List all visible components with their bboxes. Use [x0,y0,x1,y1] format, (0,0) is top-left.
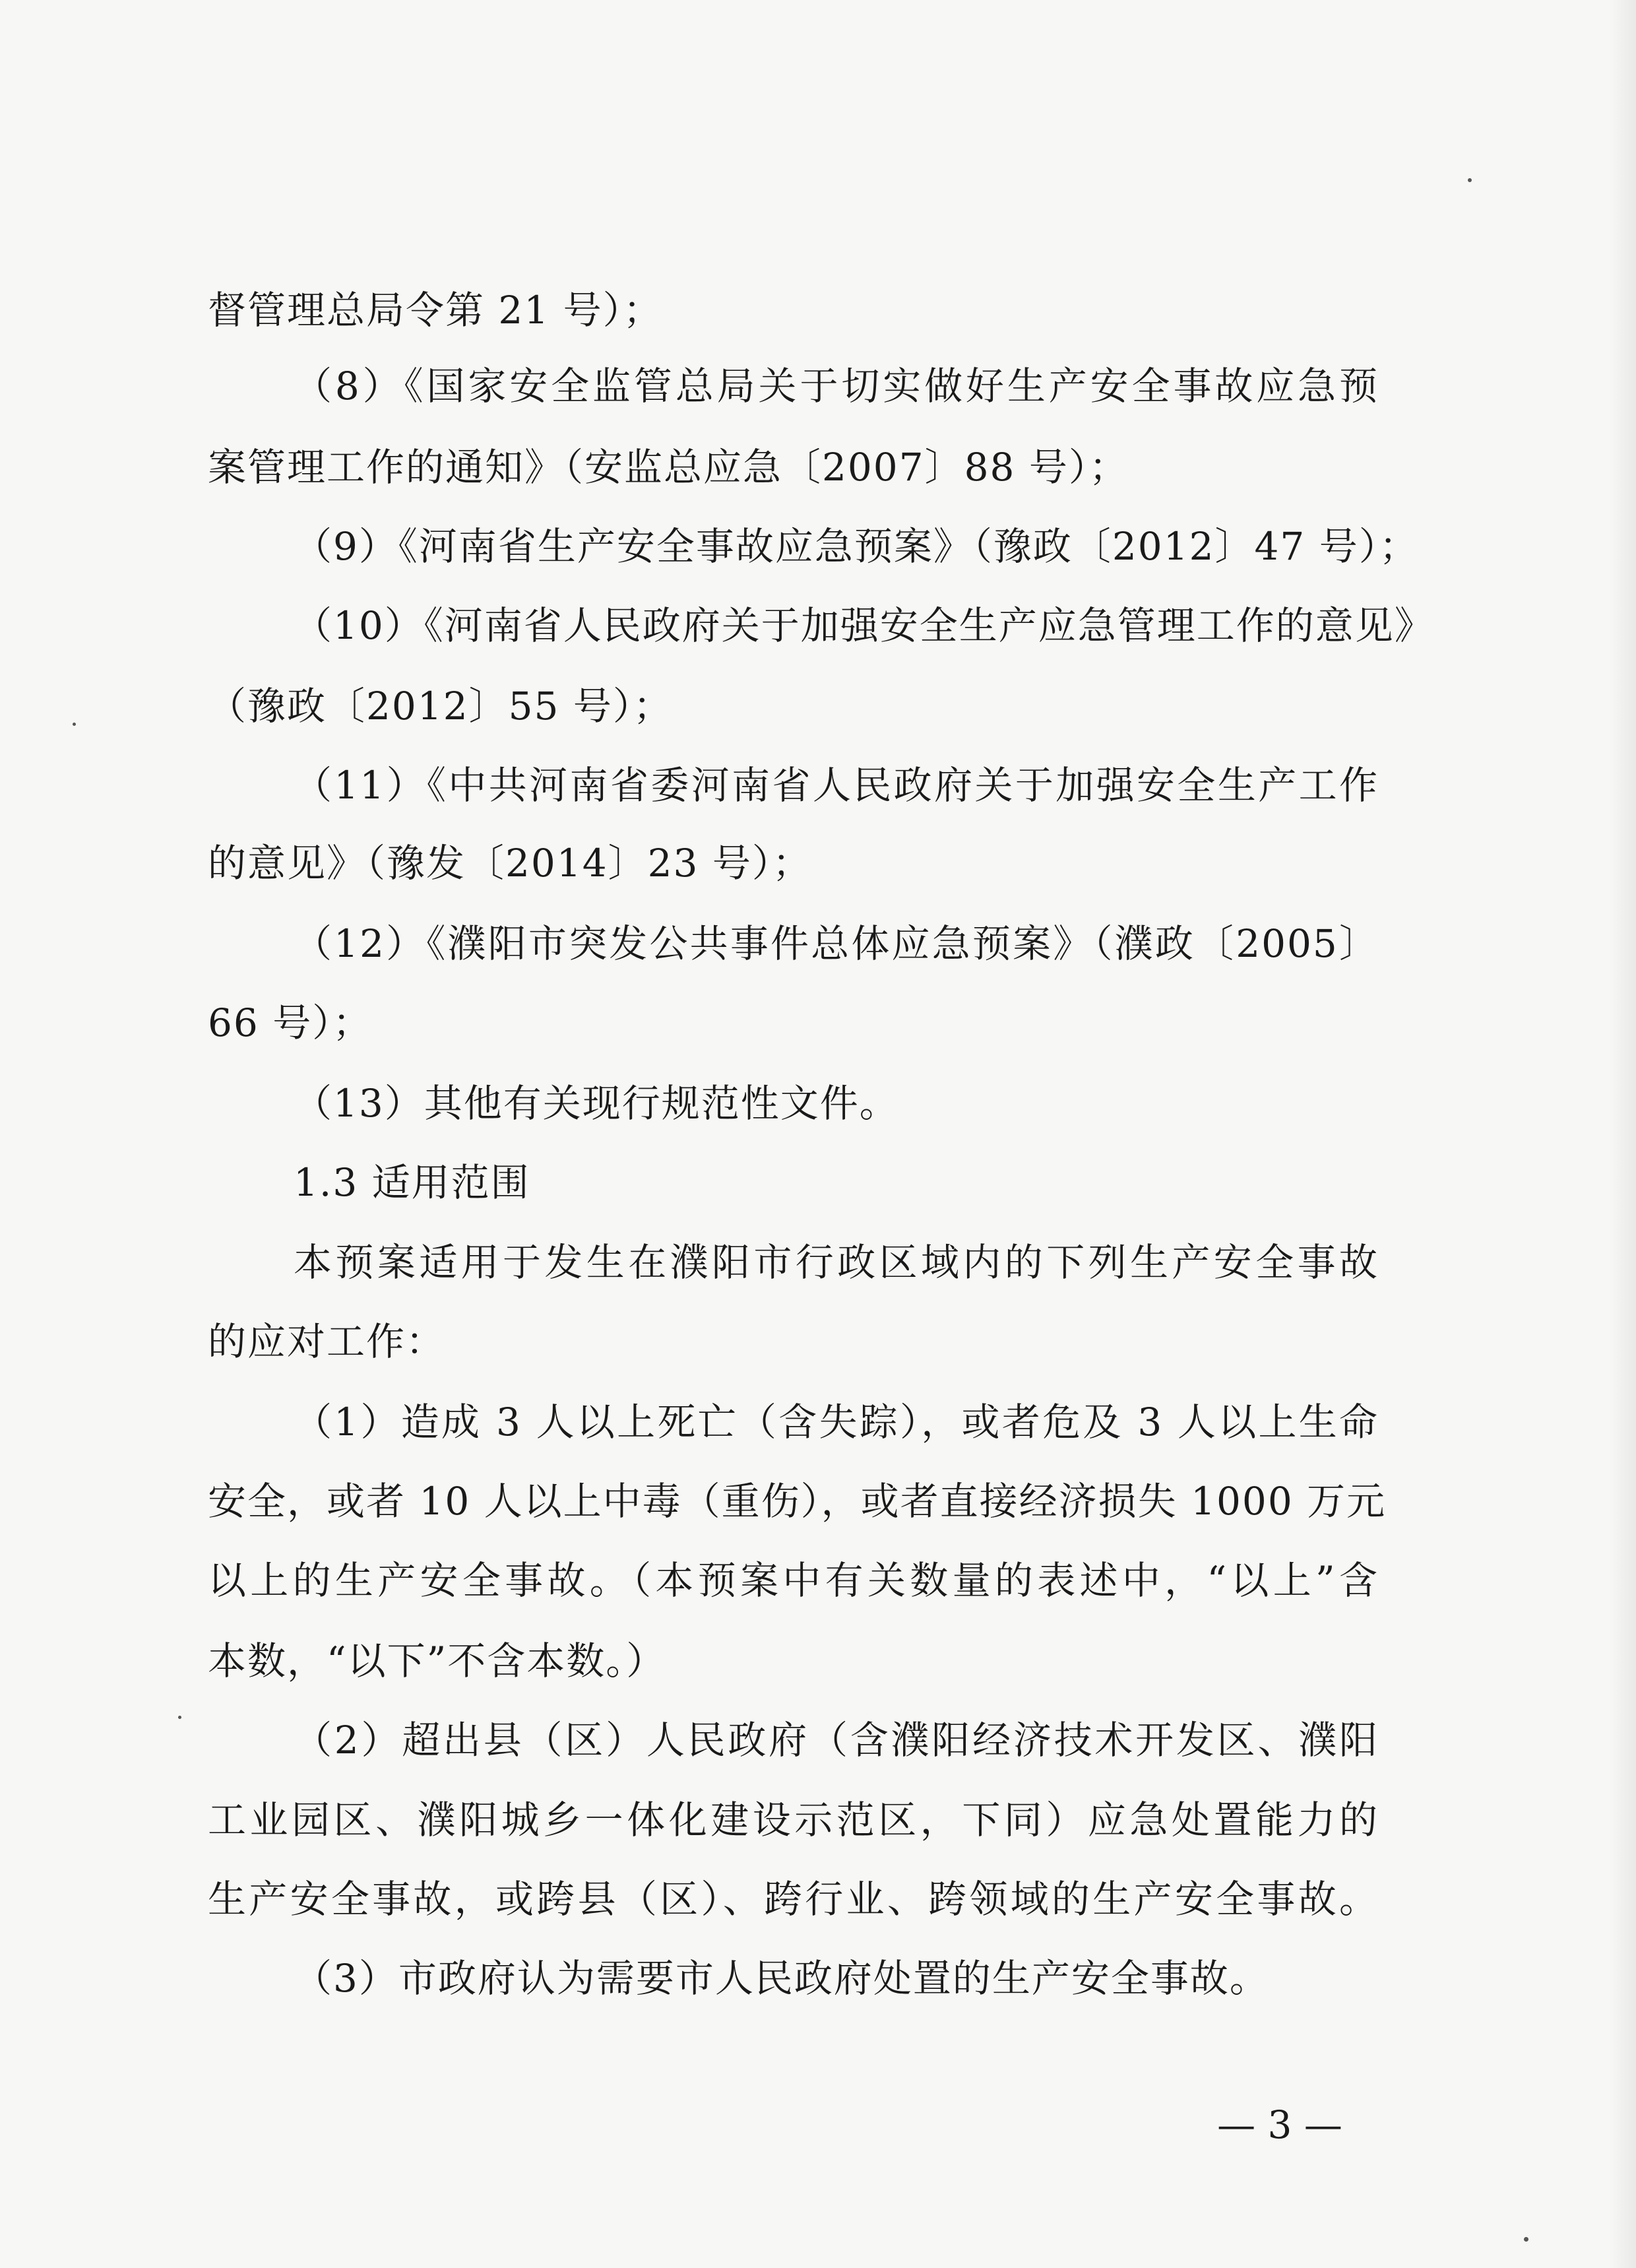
page-number: — 3 — [1217,2102,1342,2147]
text-line: （12）《濮阳市突发公共事件总体应急预案》（濮政〔2005〕 [294,921,1379,966]
text-line: （1）造成 3 人以上死亡（含失踪），或者危及 3 人以上生命 [294,1400,1379,1444]
text-line: 生产安全事故，或跨县（区）、跨行业、跨领域的生产安全事故。 [208,1877,1379,1922]
text-line: 安全，或者 10 人以上中毒（重伤），或者直接经济损失 1000 万元 [208,1479,1387,1524]
text-line: （8）《国家安全监管总局关于切实做好生产安全事故应急预 [294,364,1379,408]
text-line: 的应对工作： [208,1319,446,1364]
scan-speck [1524,2237,1528,2242]
text-line: 本数，“以下”不含本数。） [208,1638,666,1683]
text-line: 工业园区、濮阳城乡一体化建设示范区，下同）应急处置能力的 [208,1798,1379,1842]
text-line: 督管理总局令第 21 号）； [208,288,663,333]
text-line: （豫政〔2012〕55 号）； [208,684,673,729]
scan-speck [1468,178,1472,182]
text-line: 66 号）； [208,1000,373,1045]
text-line: 的意见》（豫发〔2014〕23 号）； [208,841,812,886]
text-line: （11）《中共河南省委河南省人民政府关于加强安全生产工作 [294,763,1379,808]
text-line: （13）其他有关现行规范性文件。 [294,1081,899,1126]
text-line: 本预案适用于发生在濮阳市行政区域内的下列生产安全事故 [294,1240,1379,1285]
page-edge-shadow [1610,0,1636,2268]
scan-speck [178,1716,181,1719]
section-heading: 1.3 适用范围 [294,1160,530,1205]
text-line: 案管理工作的通知》（安监总应急〔2007〕88 号）； [208,445,1129,490]
text-line: （10）《河南省人民政府关于加强安全生产应急管理工作的意见》 [294,603,1434,648]
text-line: 以上的生产安全事故。（本预案中有关数量的表述中，“以上”含 [208,1558,1379,1603]
text-line: （3）市政府认为需要市人民政府处置的生产安全事故。 [294,1956,1269,2001]
text-line: （9）《河南省生产安全事故应急预案》（豫政〔2012〕47 号）； [294,524,1419,569]
text-line: （2）超出县（区）人民政府（含濮阳经济技术开发区、濮阳 [294,1718,1379,1763]
scan-speck [73,723,76,726]
